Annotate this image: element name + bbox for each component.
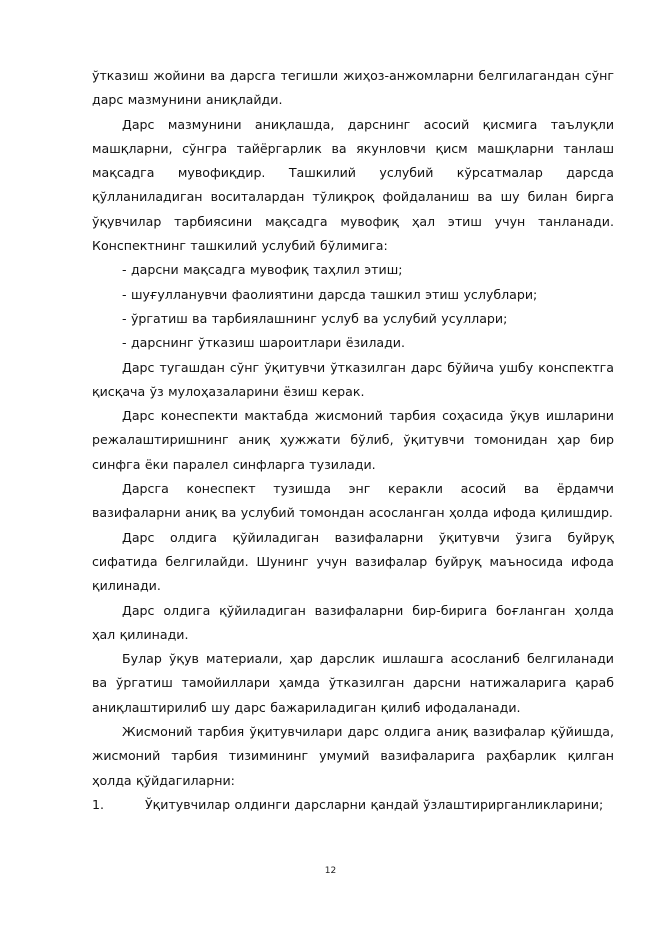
numbered-list-item	[92, 793, 614, 817]
list-item: - дарсни мақсадга мувофиқ таҳлил этиш;	[122, 262, 403, 278]
list-item: - дарснинг ўтказиш шароитлари ёзилади.	[122, 335, 405, 351]
list-item: - ўргатиш ва тарбиялашнинг услуб ва услубий усуллари;	[122, 310, 508, 326]
list-number: 1.	[92, 796, 105, 812]
paragraph: Дарс олдига қўйиладиган вазифаларни бир-бирига боғланган ҳолда ҳал қилинади.	[92, 602, 614, 642]
paragraph: Дарсга конеспект тузишда энг керакли асосий ва ёрдамчи вазифаларни аниқ ва услубий томондан асосланган ҳолда ифода қилишдир.	[92, 481, 614, 521]
document-body	[92, 64, 614, 817]
page-number: 12	[324, 866, 337, 876]
paragraph	[92, 113, 614, 259]
paragraph: Дарс конеспекти мактабда жисмоний тарбия соҳасида ўқув ишларини режалаштиришнинг аниқ ҳужжати бўлиб, ўқитувчи томонидан ҳар бир синфга ёки паралел синфларга тузилади.	[92, 408, 614, 472]
paragraph-text: Дарс мазмунини аниқлашда, дарснинг асосий қисмига таълуқли машқларни, сўнгра тайёргарлик ва якунловчи қисм машқларни танлаш мақсадга мувофиқдир. Ташкилий услубий кўрсатмалар дарсда қўлланиладиган воситалардан тўлиқроқ фойдаланиш ва шу билан бирга ўқувчилар тарбиясини мақсадга мувофиқ ҳал этиш учун танланади. Конспектнинг ташкилий услубий бўлимига:	[92, 116, 614, 254]
paragraph: Дарс олдига қўйиладиган вазифаларни ўқитувчи ўзига буйруқ сифатида белгилайди. Шунинг учун вазифалар буйруқ маъносида ифода қилинади.	[92, 529, 614, 594]
list-item: - шуғулланувчи фаолиятини дарсда ташкил этиш услублари;	[122, 286, 538, 302]
list-item-text: Ўқитувчилар олдинги дарсларни қандай ўзлаштирирганликларини;	[145, 796, 604, 812]
paragraph: ўтказиш жойини ва дарсга тегишли жиҳоз-анжомларни белгилагандан сўнг дарс мазмунини аниқлайди.	[92, 68, 614, 108]
paragraph: Булар ўқув материали, ҳар дарслик ишлашга асосланиб белгиланади ва ўргатиш тамойиллари ҳамда ўтказилган дарсни натижаларига қараб аниқлаштирилиб шу дарс бажариладиган қилиб ифодаланади.	[92, 651, 614, 715]
paragraph: Дарс тугашдан сўнг ўқитувчи ўтказилган дарс бўйича ушбу конспектга қисқача ўз мулоҳазаларини ёзиш керак.	[92, 359, 614, 399]
paragraph: Жисмоний тарбия ўқитувчилари дарс олдига аниқ вазифалар қўйишда, жисмоний тарбия тизимининг умумий вазифаларига раҳбарлик қилган ҳолда қўйдагиларни:	[92, 724, 614, 788]
